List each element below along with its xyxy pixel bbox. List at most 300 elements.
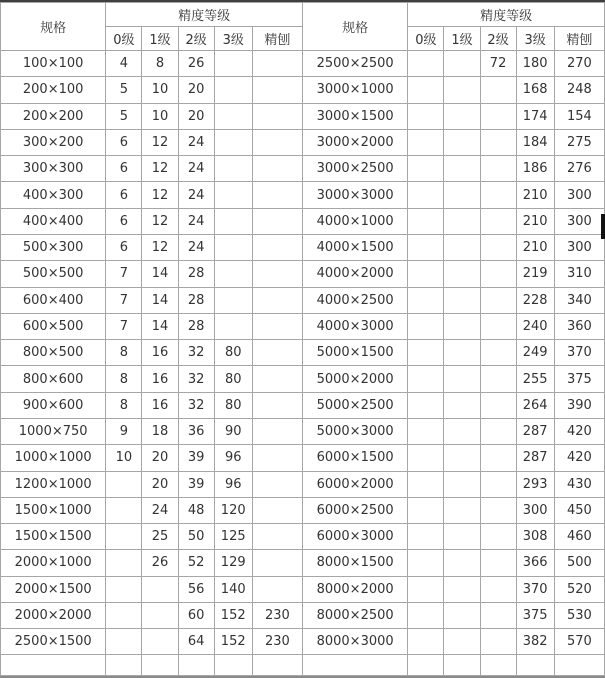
value-cell: 500 [554, 550, 604, 576]
spec-cell: 4000×1000 [302, 208, 407, 234]
value-cell: 293 [516, 471, 554, 497]
spec-cell: 6000×2500 [302, 497, 407, 523]
value-cell: 4 [106, 51, 142, 77]
value-cell [444, 287, 480, 313]
value-cell [408, 103, 444, 129]
value-cell [106, 629, 142, 655]
value-cell [408, 629, 444, 655]
value-cell [408, 471, 444, 497]
spec-cell: 3000×1000 [302, 77, 407, 103]
value-cell [444, 103, 480, 129]
value-cell [444, 366, 480, 392]
spec-cell: 4000×1500 [302, 234, 407, 260]
spec-cell: 2500×1500 [1, 629, 106, 655]
value-cell: 287 [516, 445, 554, 471]
value-cell: 28 [178, 313, 214, 339]
value-cell [480, 129, 516, 155]
value-cell: 210 [516, 234, 554, 260]
value-cell: 152 [214, 602, 252, 628]
spec-cell: 3000×2000 [302, 129, 407, 155]
spec-cell: 5000×1500 [302, 340, 407, 366]
value-cell: 210 [516, 208, 554, 234]
value-cell: 80 [214, 340, 252, 366]
value-cell [480, 340, 516, 366]
value-cell: 300 [554, 208, 604, 234]
value-cell [252, 497, 302, 523]
value-cell: 230 [252, 602, 302, 628]
value-cell: 28 [178, 261, 214, 287]
value-cell: 6 [106, 156, 142, 182]
value-cell [252, 51, 302, 77]
spec-cell: 2000×1000 [1, 550, 106, 576]
grade-col-header-left-4: 精刨 [252, 27, 302, 51]
value-cell: 7 [106, 287, 142, 313]
table-row [1, 655, 605, 676]
value-cell: 375 [516, 602, 554, 628]
value-cell: 96 [214, 445, 252, 471]
spec-cell: 8000×2000 [302, 576, 407, 602]
value-cell [142, 655, 178, 676]
spec-cell: 3000×2500 [302, 156, 407, 182]
value-cell [480, 471, 516, 497]
value-cell [408, 445, 444, 471]
value-cell: 52 [178, 550, 214, 576]
value-cell [408, 129, 444, 155]
spec-cell: 200×200 [1, 103, 106, 129]
value-cell: 308 [516, 524, 554, 550]
value-cell: 276 [554, 156, 604, 182]
value-cell [480, 366, 516, 392]
table-row [1, 77, 605, 103]
value-cell [252, 392, 302, 418]
value-cell: 8 [142, 51, 178, 77]
value-cell [480, 156, 516, 182]
value-cell [252, 340, 302, 366]
value-cell [480, 313, 516, 339]
value-cell: 7 [106, 313, 142, 339]
value-cell: 228 [516, 287, 554, 313]
value-cell [444, 524, 480, 550]
value-cell [106, 576, 142, 602]
value-cell [444, 234, 480, 260]
spec-cell: 8000×3000 [302, 629, 407, 655]
value-cell: 275 [554, 129, 604, 155]
value-cell [408, 550, 444, 576]
value-cell [444, 340, 480, 366]
value-cell: 8 [106, 366, 142, 392]
value-cell: 530 [554, 602, 604, 628]
value-cell: 14 [142, 261, 178, 287]
value-cell: 12 [142, 182, 178, 208]
value-cell: 420 [554, 418, 604, 444]
value-cell [252, 550, 302, 576]
value-cell: 60 [178, 602, 214, 628]
value-cell: 8 [106, 340, 142, 366]
table-row [1, 366, 605, 392]
table-row [1, 51, 605, 77]
value-cell: 6 [106, 208, 142, 234]
value-cell [214, 182, 252, 208]
value-cell: 340 [554, 287, 604, 313]
value-cell [252, 261, 302, 287]
value-cell: 14 [142, 313, 178, 339]
table-row [1, 471, 605, 497]
table-row [1, 497, 605, 523]
value-cell [142, 602, 178, 628]
value-cell [408, 366, 444, 392]
spec-cell: 300×300 [1, 156, 106, 182]
value-cell [106, 550, 142, 576]
spec-cell: 6000×1500 [302, 445, 407, 471]
value-cell: 375 [554, 366, 604, 392]
grade-col-header-right-3: 3级 [516, 27, 554, 51]
value-cell [142, 576, 178, 602]
value-cell [252, 103, 302, 129]
value-cell [444, 629, 480, 655]
value-cell: 6 [106, 182, 142, 208]
value-cell [214, 313, 252, 339]
value-cell: 310 [554, 261, 604, 287]
table-row [1, 445, 605, 471]
value-cell: 24 [142, 497, 178, 523]
value-cell [480, 287, 516, 313]
value-cell: 26 [142, 550, 178, 576]
table-row [1, 576, 605, 602]
value-cell [480, 445, 516, 471]
spec-cell: 2000×1500 [1, 576, 106, 602]
value-cell [408, 51, 444, 77]
table-row [1, 156, 605, 182]
value-cell: 219 [516, 261, 554, 287]
value-cell [408, 392, 444, 418]
value-cell [408, 602, 444, 628]
value-cell [444, 445, 480, 471]
value-cell: 186 [516, 156, 554, 182]
spec-cell: 5000×2000 [302, 366, 407, 392]
value-cell: 9 [106, 418, 142, 444]
value-cell: 184 [516, 129, 554, 155]
value-cell: 255 [516, 366, 554, 392]
spec-cell: 300×200 [1, 129, 106, 155]
value-cell [480, 208, 516, 234]
value-cell [480, 602, 516, 628]
value-cell [444, 392, 480, 418]
value-cell [444, 576, 480, 602]
value-cell [408, 77, 444, 103]
value-cell [252, 366, 302, 392]
value-cell: 80 [214, 366, 252, 392]
value-cell [480, 550, 516, 576]
table-row [1, 313, 605, 339]
value-cell [252, 287, 302, 313]
spec-cell: 800×600 [1, 366, 106, 392]
value-cell: 6 [106, 234, 142, 260]
value-cell: 270 [554, 51, 604, 77]
value-cell [480, 77, 516, 103]
value-cell [444, 77, 480, 103]
value-cell: 72 [480, 51, 516, 77]
value-cell: 24 [178, 156, 214, 182]
value-cell: 18 [142, 418, 178, 444]
value-cell: 12 [142, 234, 178, 260]
grade-col-header-right-2: 2级 [480, 27, 516, 51]
value-cell: 125 [214, 524, 252, 550]
value-cell [480, 182, 516, 208]
value-cell [252, 182, 302, 208]
value-cell: 6 [106, 129, 142, 155]
value-cell [444, 156, 480, 182]
value-cell: 39 [178, 471, 214, 497]
value-cell [214, 261, 252, 287]
value-cell [214, 103, 252, 129]
value-cell: 300 [554, 182, 604, 208]
value-cell: 168 [516, 77, 554, 103]
value-cell [214, 287, 252, 313]
value-cell: 249 [516, 340, 554, 366]
value-cell: 7 [106, 261, 142, 287]
spec-cell: 500×300 [1, 234, 106, 260]
spec-cell: 200×100 [1, 77, 106, 103]
header-row-top [1, 3, 605, 27]
value-cell: 264 [516, 392, 554, 418]
value-cell: 96 [214, 471, 252, 497]
value-cell: 174 [516, 103, 554, 129]
spec-cell: 2000×2000 [1, 602, 106, 628]
value-cell [408, 287, 444, 313]
table-row [1, 418, 605, 444]
value-cell [408, 418, 444, 444]
value-cell: 570 [554, 629, 604, 655]
spec-cell: 1000×1000 [1, 445, 106, 471]
value-cell [106, 602, 142, 628]
value-cell: 12 [142, 156, 178, 182]
table-row [1, 261, 605, 287]
value-cell: 382 [516, 629, 554, 655]
value-cell [214, 156, 252, 182]
spec-cell: 1500×1500 [1, 524, 106, 550]
value-cell: 10 [142, 103, 178, 129]
value-cell: 152 [214, 629, 252, 655]
value-cell: 120 [214, 497, 252, 523]
value-cell: 240 [516, 313, 554, 339]
value-cell: 16 [142, 340, 178, 366]
value-cell [408, 340, 444, 366]
value-cell [408, 497, 444, 523]
value-cell: 20 [142, 445, 178, 471]
value-cell [480, 524, 516, 550]
spec-column-header-right: 规格 [302, 3, 407, 51]
value-cell: 300 [554, 234, 604, 260]
value-cell: 26 [178, 51, 214, 77]
value-cell [444, 208, 480, 234]
value-cell: 420 [554, 445, 604, 471]
value-cell [444, 471, 480, 497]
value-cell [408, 234, 444, 260]
spec-cell: 2500×2500 [302, 51, 407, 77]
value-cell [444, 418, 480, 444]
value-cell [444, 129, 480, 155]
value-cell: 430 [554, 471, 604, 497]
table-row [1, 208, 605, 234]
value-cell [408, 576, 444, 602]
grade-group-header-right: 精度等级 [408, 3, 605, 27]
value-cell: 25 [142, 524, 178, 550]
value-cell [480, 655, 516, 676]
table-row [1, 129, 605, 155]
spec-cell: 600×500 [1, 313, 106, 339]
value-cell [252, 156, 302, 182]
value-cell [480, 234, 516, 260]
value-cell: 28 [178, 287, 214, 313]
value-cell: 5 [106, 103, 142, 129]
grade-col-header-right-1: 1级 [444, 27, 480, 51]
value-cell: 10 [106, 445, 142, 471]
spec-cell: 600×400 [1, 287, 106, 313]
value-cell: 36 [178, 418, 214, 444]
value-cell: 16 [142, 366, 178, 392]
value-cell: 5 [106, 77, 142, 103]
table-row [1, 182, 605, 208]
grade-col-header-left-1: 1级 [142, 27, 178, 51]
value-cell: 370 [516, 576, 554, 602]
value-cell [444, 497, 480, 523]
spec-cell: 6000×2000 [302, 471, 407, 497]
value-cell [444, 313, 480, 339]
value-cell [480, 392, 516, 418]
value-cell: 140 [214, 576, 252, 602]
value-cell: 300 [516, 497, 554, 523]
value-cell: 460 [554, 524, 604, 550]
value-cell: 12 [142, 208, 178, 234]
value-cell: 12 [142, 129, 178, 155]
table-row [1, 103, 605, 129]
value-cell: 64 [178, 629, 214, 655]
table-row [1, 629, 605, 655]
value-cell [444, 550, 480, 576]
grade-col-header-left-3: 3级 [214, 27, 252, 51]
value-cell [106, 524, 142, 550]
value-cell [214, 208, 252, 234]
value-cell [106, 471, 142, 497]
value-cell: 248 [554, 77, 604, 103]
table-row [1, 340, 605, 366]
table-row [1, 234, 605, 260]
value-cell [408, 313, 444, 339]
value-cell: 32 [178, 340, 214, 366]
value-cell: 50 [178, 524, 214, 550]
value-cell: 20 [142, 471, 178, 497]
value-cell [554, 655, 604, 676]
value-cell [444, 51, 480, 77]
value-cell: 360 [554, 313, 604, 339]
spec-cell: 3000×1500 [302, 103, 407, 129]
spec-cell: 1000×750 [1, 418, 106, 444]
value-cell [480, 418, 516, 444]
spec-cell: 900×600 [1, 392, 106, 418]
value-cell [444, 182, 480, 208]
value-cell: 154 [554, 103, 604, 129]
value-cell [408, 208, 444, 234]
spec-cell: 8000×1500 [302, 550, 407, 576]
value-cell [106, 655, 142, 676]
grade-col-header-left-2: 2级 [178, 27, 214, 51]
value-cell: 390 [554, 392, 604, 418]
value-cell [106, 497, 142, 523]
value-cell [214, 77, 252, 103]
value-cell: 90 [214, 418, 252, 444]
spec-cell: 3000×3000 [302, 182, 407, 208]
value-cell: 230 [252, 629, 302, 655]
value-cell [480, 576, 516, 602]
value-cell: 39 [178, 445, 214, 471]
value-cell [408, 182, 444, 208]
value-cell: 8 [106, 392, 142, 418]
grade-col-header-right-0: 0级 [408, 27, 444, 51]
spec-cell: 5000×3000 [302, 418, 407, 444]
value-cell: 450 [554, 497, 604, 523]
value-cell: 370 [554, 340, 604, 366]
value-cell [178, 655, 214, 676]
value-cell [214, 51, 252, 77]
value-cell [214, 234, 252, 260]
spec-cell [302, 655, 407, 676]
value-cell [444, 261, 480, 287]
value-cell: 24 [178, 182, 214, 208]
spec-cell: 4000×3000 [302, 313, 407, 339]
spec-cell: 6000×3000 [302, 524, 407, 550]
value-cell [480, 497, 516, 523]
value-cell [252, 655, 302, 676]
spec-cell: 4000×2500 [302, 287, 407, 313]
table-row [1, 392, 605, 418]
value-cell [142, 629, 178, 655]
table-body [1, 51, 605, 676]
value-cell [252, 445, 302, 471]
spec-cell: 400×300 [1, 182, 106, 208]
value-cell: 80 [214, 392, 252, 418]
precision-grade-table [0, 2, 605, 676]
value-cell: 24 [178, 208, 214, 234]
value-cell [252, 471, 302, 497]
value-cell: 210 [516, 182, 554, 208]
grade-col-header-left-0: 0级 [106, 27, 142, 51]
table-row [1, 550, 605, 576]
spec-cell: 400×400 [1, 208, 106, 234]
value-cell [408, 156, 444, 182]
value-cell [444, 602, 480, 628]
value-cell [252, 418, 302, 444]
grade-group-header-left: 精度等级 [106, 3, 303, 27]
value-cell [214, 129, 252, 155]
value-cell [516, 655, 554, 676]
value-cell [444, 655, 480, 676]
spec-cell [1, 655, 106, 676]
spec-cell: 100×100 [1, 51, 106, 77]
value-cell: 48 [178, 497, 214, 523]
value-cell [252, 313, 302, 339]
value-cell [252, 234, 302, 260]
value-cell [480, 103, 516, 129]
value-cell [252, 524, 302, 550]
table-row [1, 602, 605, 628]
value-cell: 14 [142, 287, 178, 313]
value-cell: 32 [178, 392, 214, 418]
value-cell [480, 261, 516, 287]
value-cell: 32 [178, 366, 214, 392]
table-header [1, 3, 605, 51]
spec-column-header-left: 规格 [1, 3, 106, 51]
value-cell [252, 576, 302, 602]
